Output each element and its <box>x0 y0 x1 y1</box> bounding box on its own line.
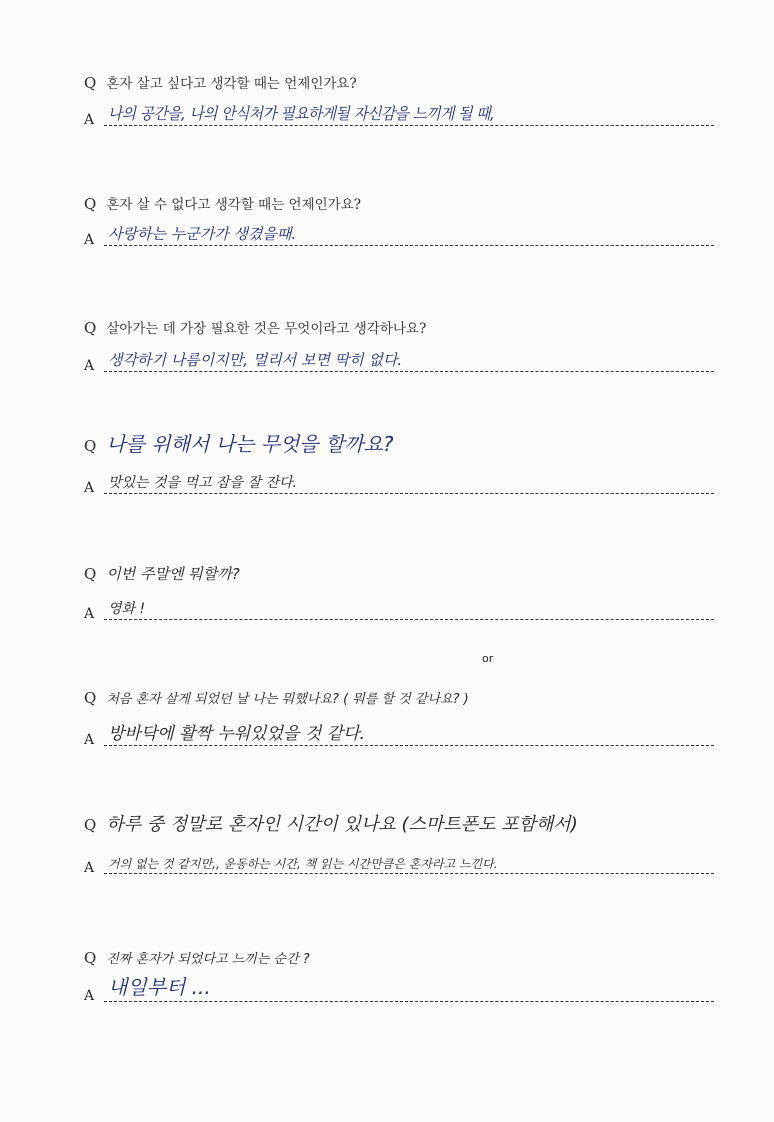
handwritten-answer: 맛있는 것을 먹고 잠을 잘 잔다. <box>108 475 297 491</box>
question-row <box>84 193 361 213</box>
answer-row <box>84 598 714 624</box>
question-text: 혼자 살 수 없다고 생각할 때는 언제인가요? <box>106 197 361 213</box>
q-label: Q <box>84 689 97 707</box>
handwritten-answer: 사랑하는 누군가가 생겼을때. <box>108 225 297 243</box>
margin-note: or <box>482 652 494 665</box>
answer-line <box>104 873 714 874</box>
question-row <box>84 563 240 584</box>
q-label: Q <box>84 949 97 967</box>
question-row <box>84 810 578 836</box>
question-row <box>84 948 310 967</box>
handwritten-question: 이번 주말엔 뭐할까? <box>106 565 240 583</box>
answer-row <box>84 104 714 130</box>
answer-row <box>84 852 714 878</box>
handwritten-question: 진짜 혼자가 되었다고 느끼는 순간 ? <box>106 952 310 967</box>
handwritten-question: 나를 위해서 나는 무엇을 할까요? <box>106 432 394 456</box>
answer-row <box>84 224 714 250</box>
question-text: 살아가는 데 가장 필요한 것은 무엇이라고 생각하나요? <box>106 321 427 337</box>
handwritten-answer: 내일부터 ... <box>108 975 211 999</box>
answer-line <box>104 125 714 126</box>
a-label: A <box>84 606 95 622</box>
q-label: Q <box>84 195 97 213</box>
a-label: A <box>84 112 95 128</box>
a-label: A <box>84 358 95 374</box>
answer-line <box>104 245 714 246</box>
handwritten-answer: 방바닥에 활짝 누워있었을 것 같다. <box>108 724 365 744</box>
answer-row <box>84 472 714 498</box>
a-label: A <box>84 232 95 248</box>
answer-line <box>104 619 714 620</box>
question-text: 혼자 살고 싶다고 생각할 때는 언제인가요? <box>106 76 357 92</box>
question-row <box>84 72 357 92</box>
answer-row <box>84 975 714 1006</box>
question-row <box>84 317 426 337</box>
handwritten-question: 처음 혼자 살게 되었던 날 나는 뭐했나요? ( 뭐를 할 것 같나요? ) <box>106 692 469 707</box>
answer-row <box>84 724 714 750</box>
handwritten-question: 하루 중 정말로 혼자인 시간이 있나요 (스마트폰도 포함해서) <box>106 814 578 835</box>
a-label: A <box>84 860 95 876</box>
q-label: Q <box>84 319 97 337</box>
handwritten-answer: 거의 없는 것 같지만,, 운동하는 시간, 책 읽는 시간만큼은 혼자라고 느낀다. <box>108 857 498 871</box>
a-label: A <box>84 732 95 748</box>
question-row <box>84 688 469 707</box>
handwritten-answer: 나의 공간을, 나의 안식처가 필요하게될 자신감을 느끼게 될 때, <box>108 104 495 123</box>
a-label: A <box>84 480 95 496</box>
q-label: Q <box>84 437 97 455</box>
answer-line <box>104 745 714 746</box>
handwritten-answer: 영화 ! <box>108 601 146 617</box>
answer-line <box>104 493 714 494</box>
a-label: A <box>84 988 95 1004</box>
q-label: Q <box>84 74 97 92</box>
answer-row <box>84 350 714 376</box>
answer-line <box>104 371 714 372</box>
handwritten-answer: 생각하기 나름이지만, 멀리서 보면 딱히 없다. <box>108 351 403 369</box>
q-label: Q <box>84 565 97 583</box>
question-row <box>84 428 394 457</box>
answer-line <box>104 1001 714 1002</box>
q-label: Q <box>84 816 97 834</box>
